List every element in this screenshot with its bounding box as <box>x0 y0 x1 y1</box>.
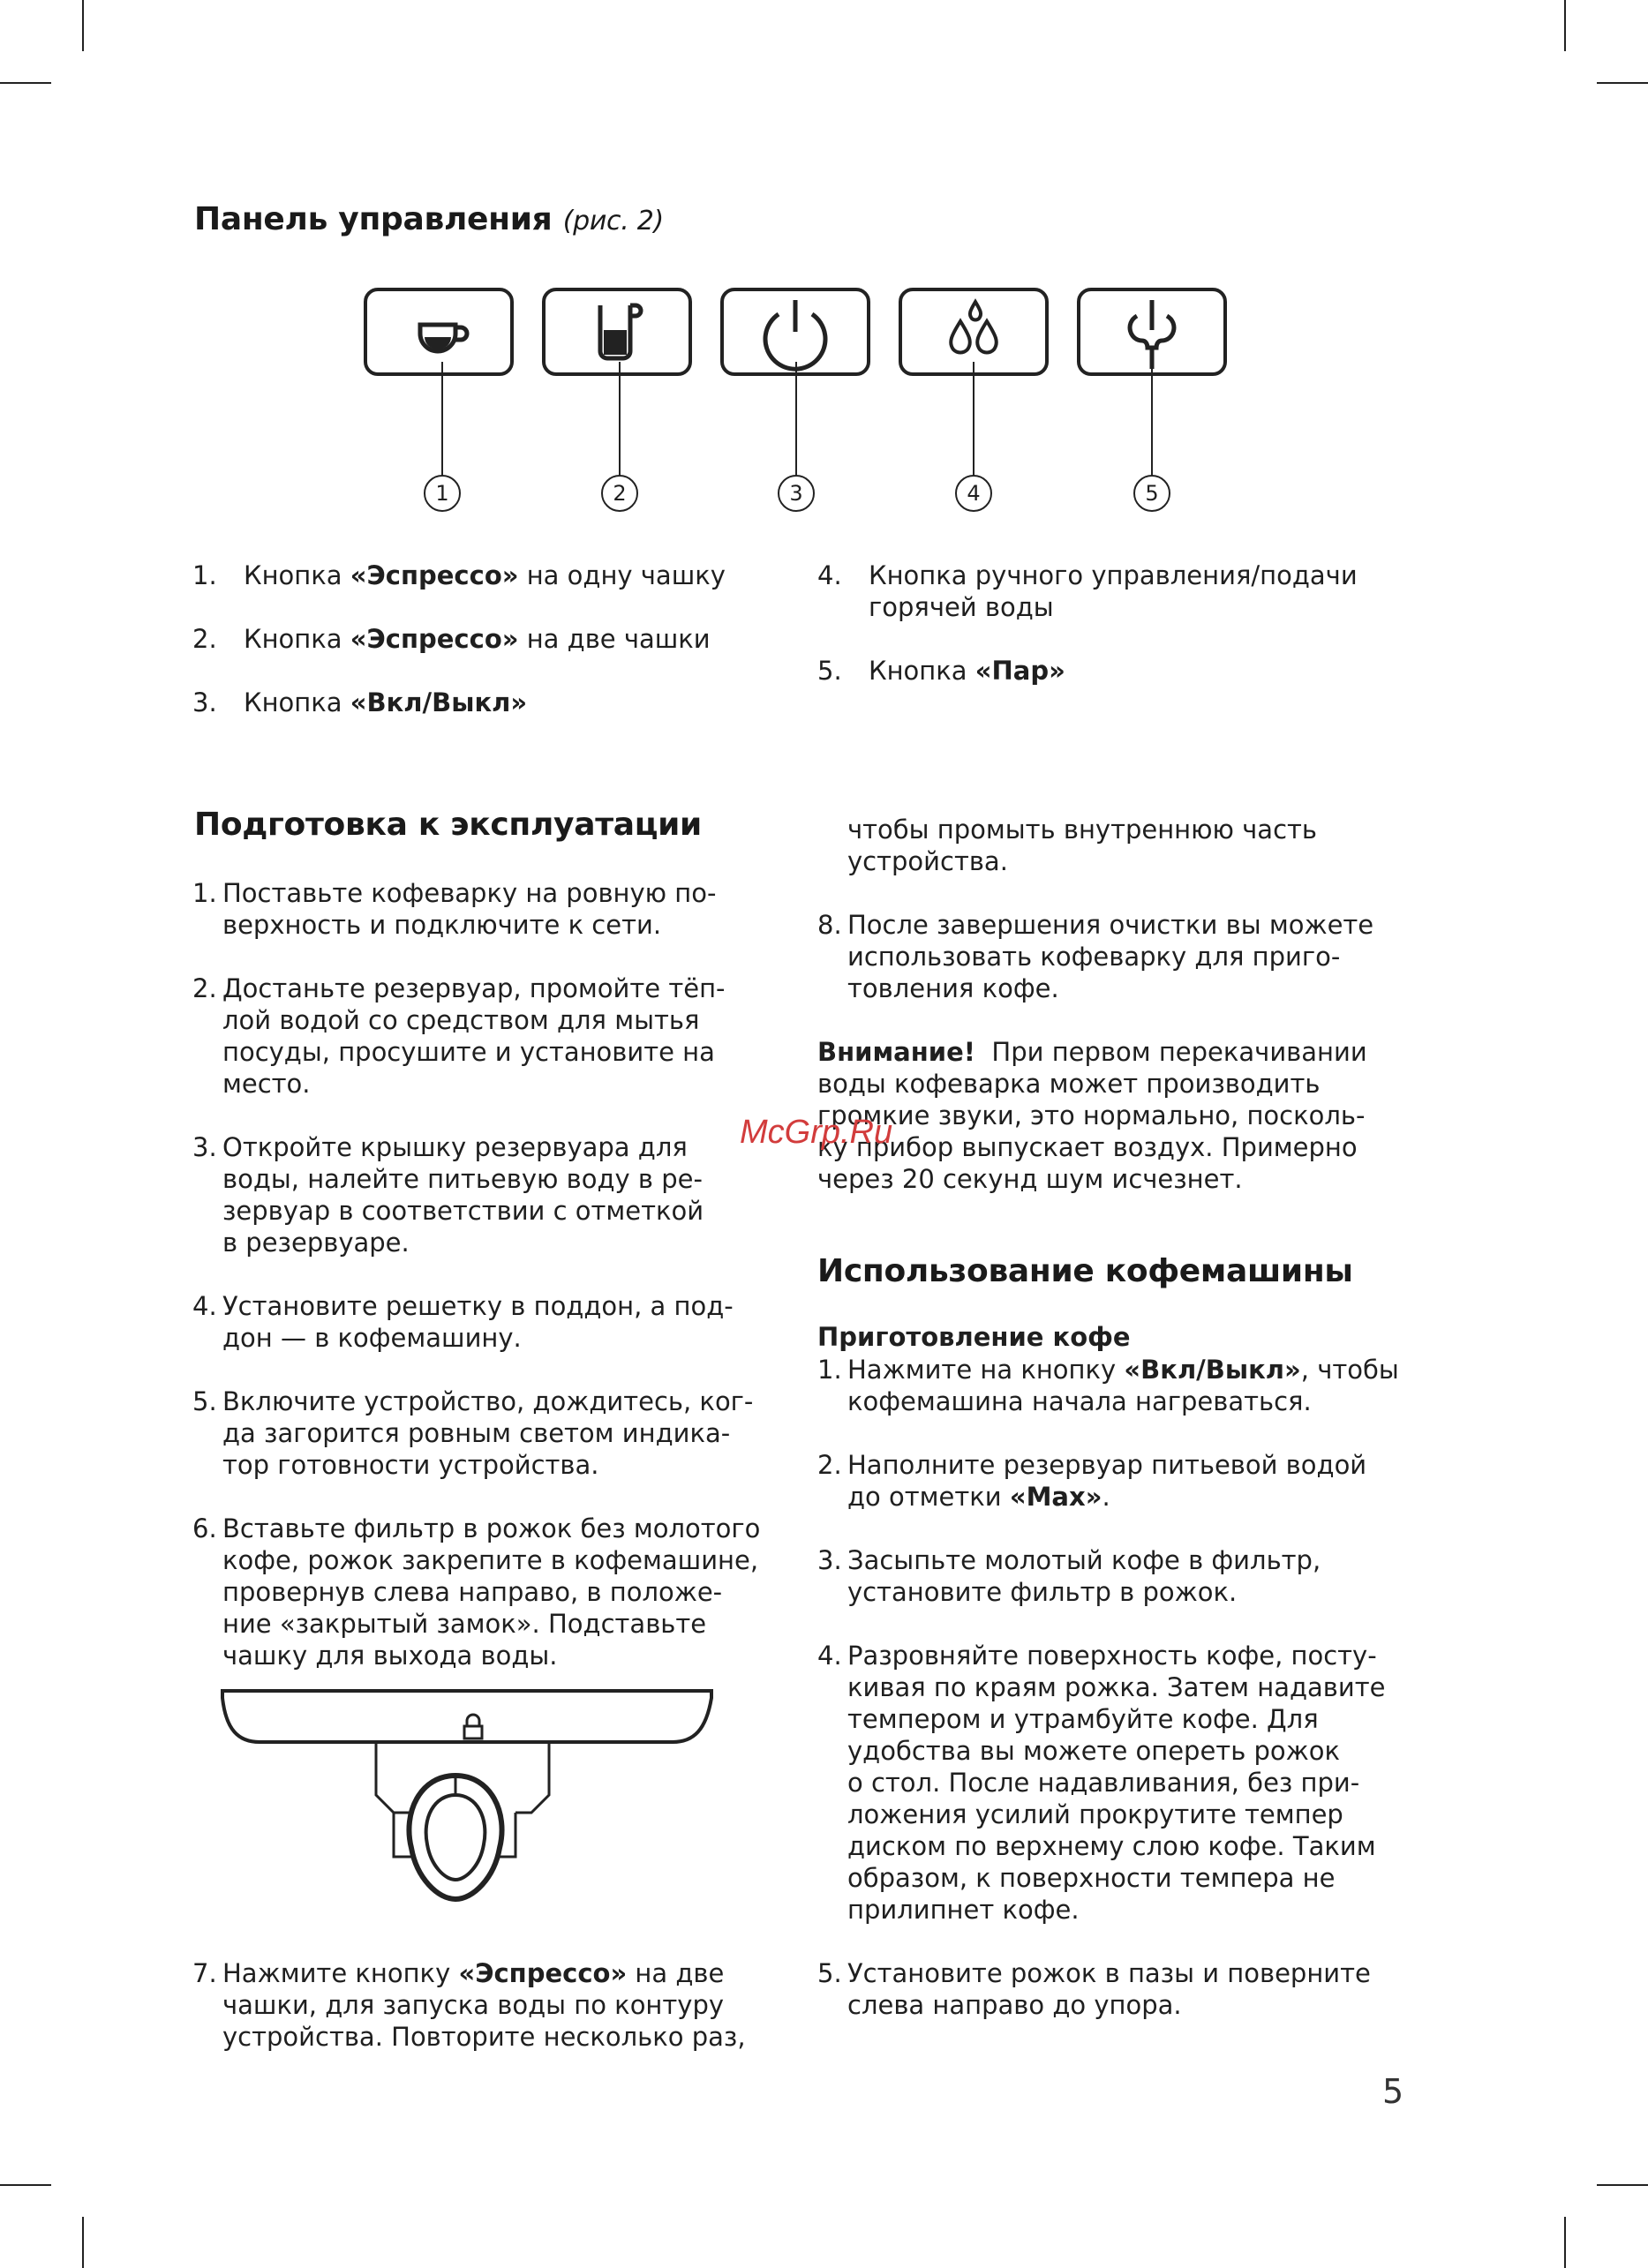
water-drops-icon <box>902 291 1045 372</box>
steam-icon <box>1080 291 1223 372</box>
callout-2: 2 <box>601 475 638 512</box>
espresso-double-button <box>542 288 692 376</box>
usage-subtitle: Приготовление кофе <box>817 1322 1131 1352</box>
figure-caption: (рис. 2) <box>562 206 664 237</box>
usage-title: Использование кофемашины <box>817 1253 1353 1289</box>
crop-mark <box>82 2217 84 2268</box>
callout-1: 1 <box>424 475 461 512</box>
crop-mark <box>1564 2217 1566 2268</box>
callout-4: 4 <box>955 475 992 512</box>
crop-mark <box>1597 2184 1648 2186</box>
single-cup-icon <box>367 291 510 372</box>
prep-title: Подготовка к эксплуатации <box>194 807 702 843</box>
callout-3: 3 <box>778 475 815 512</box>
attention-label: Внимание! <box>817 1037 975 1067</box>
portafilter-lock-icon <box>221 1686 724 1919</box>
page-number: 5 <box>1382 2072 1404 2111</box>
callout-line <box>795 362 797 477</box>
callout-line <box>441 362 443 477</box>
crop-mark <box>1597 82 1648 84</box>
crop-mark <box>0 82 51 84</box>
espresso-single-button <box>364 288 514 376</box>
callout-5: 5 <box>1133 475 1170 512</box>
double-cup-icon <box>546 291 689 372</box>
callout-line <box>619 362 621 477</box>
panel-title: Панель управления (рис. 2) <box>194 201 664 237</box>
crop-mark <box>1564 0 1566 51</box>
callout-line <box>1151 362 1153 477</box>
watermark: McGrp.Ru <box>740 1114 893 1151</box>
crop-mark <box>0 2184 51 2186</box>
power-icon <box>724 291 867 372</box>
callout-line <box>973 362 975 477</box>
attention-note: Внимание! При первом перекачивании воды кофеварка может производить громкие звуки, это нормально, посколь- ку прибор выпускает воздух. Примерно через 20 секунд шум исчезнет. <box>817 1037 1367 1194</box>
crop-mark <box>82 0 84 51</box>
